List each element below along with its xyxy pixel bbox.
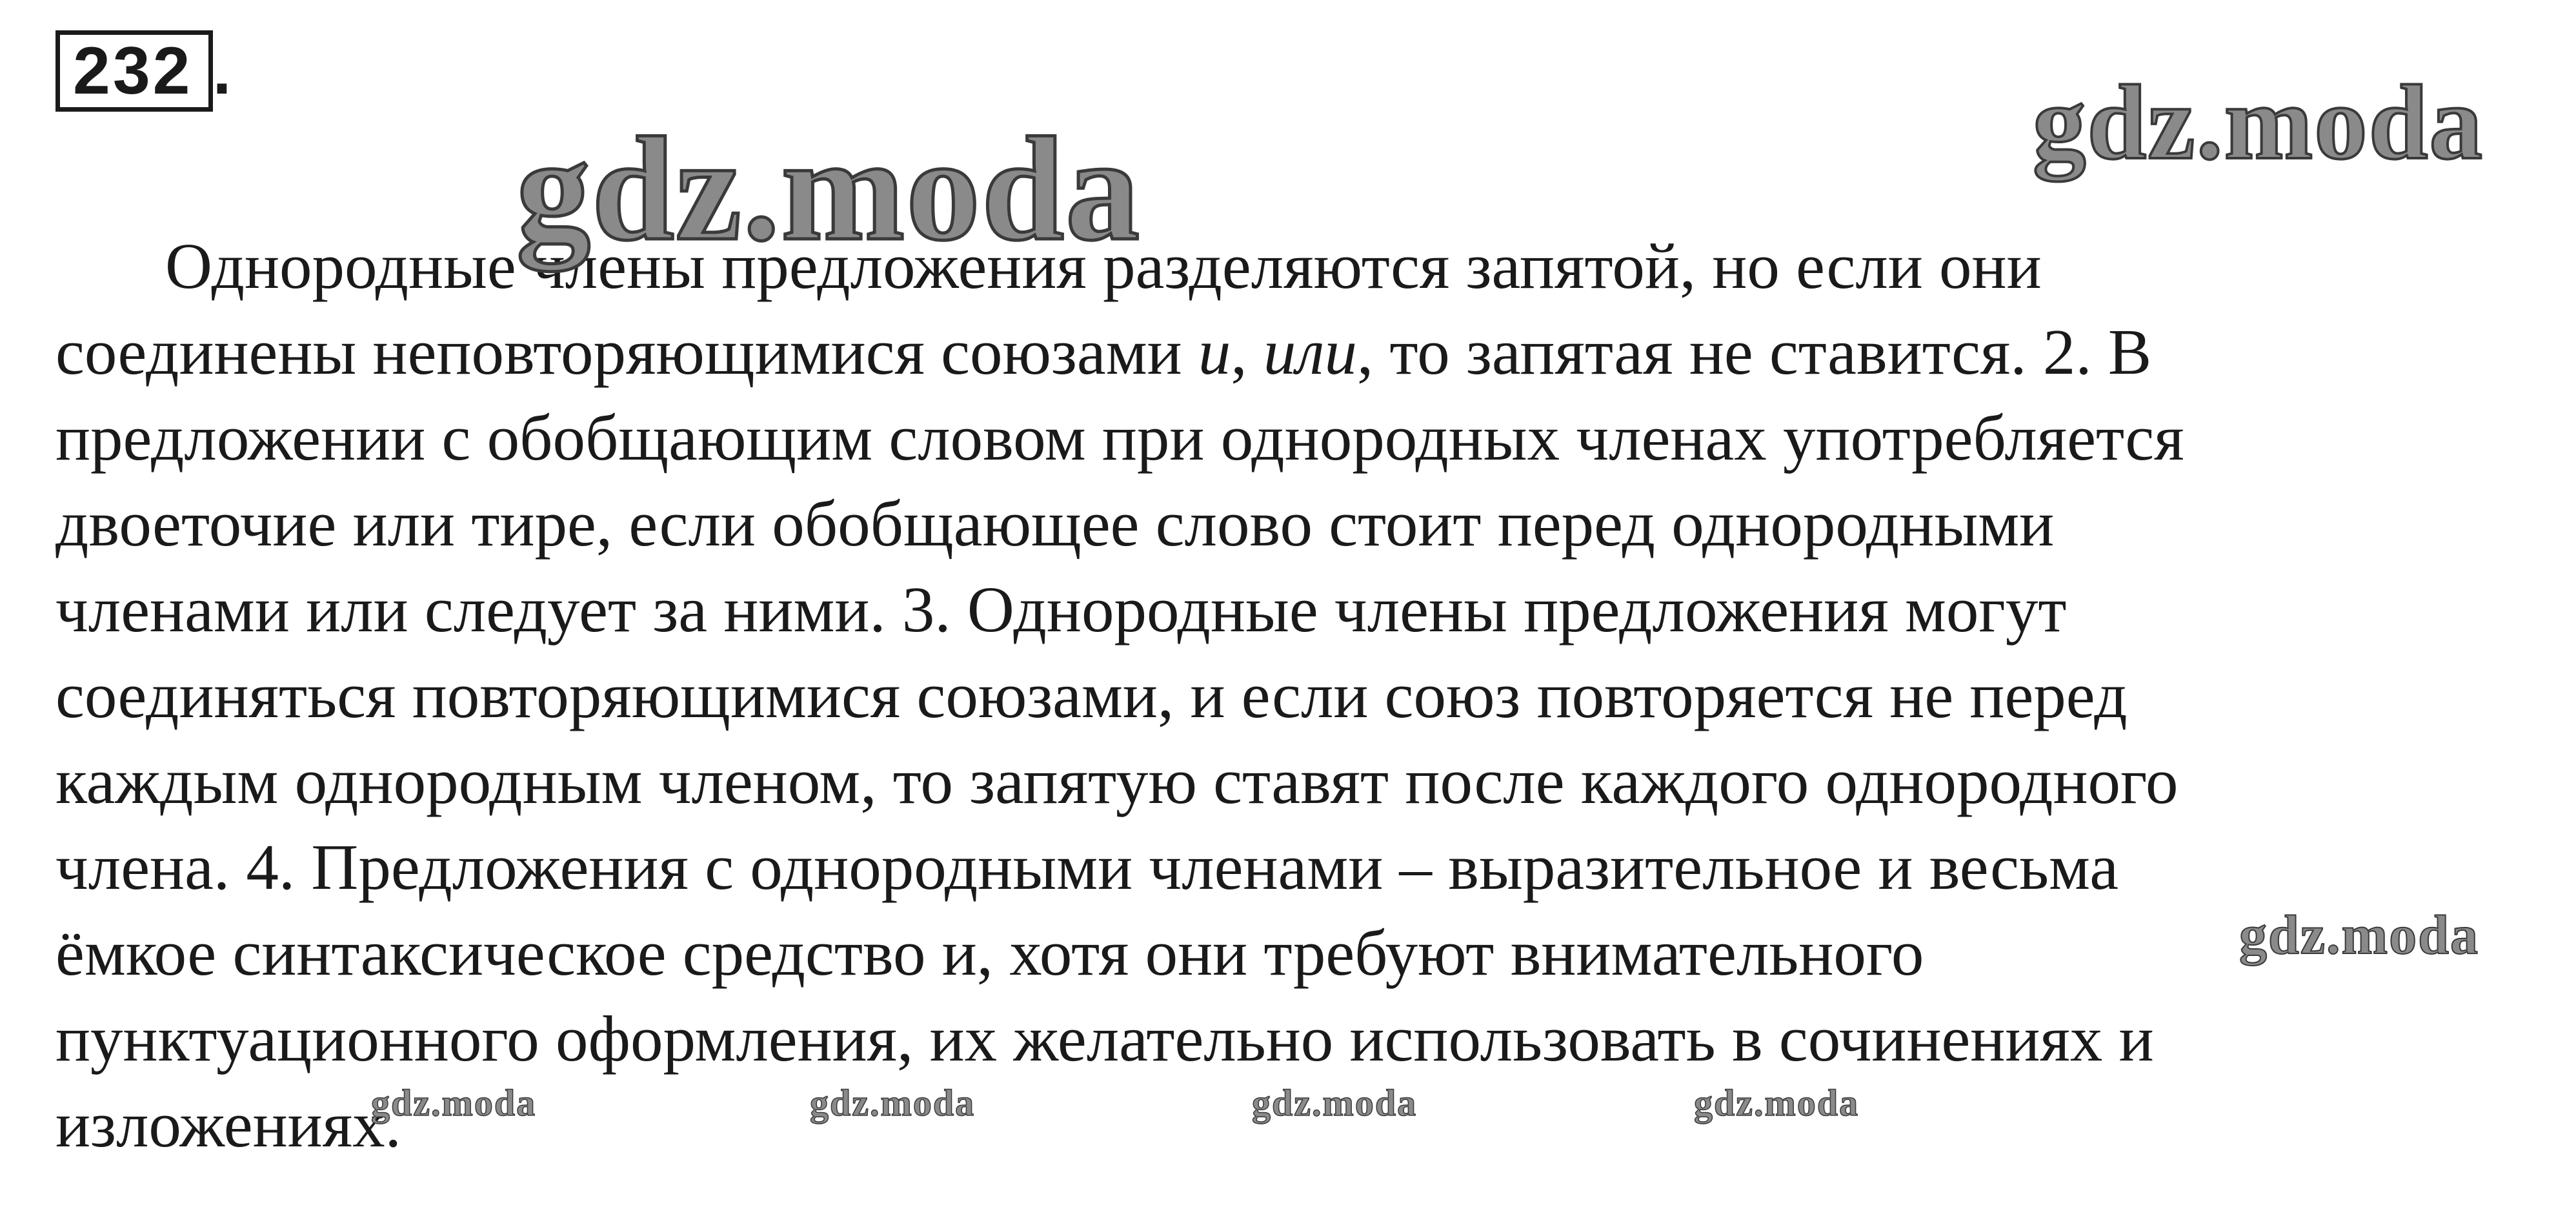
watermark-large: gdz.moda — [516, 107, 1142, 271]
italic-conjunction: или — [1263, 316, 1357, 388]
text-line: изложениях. — [55, 1088, 401, 1161]
text-line: пунктуационного оформления, их желательно использовать в сочинениях и — [55, 1002, 2154, 1075]
text-fragment: соединены неповторяющимися союзами — [55, 316, 1198, 388]
watermark-top-right: gdz.moda — [2033, 63, 2484, 181]
text-line: членами или следует за ними. 3. Однородные члены предложения могут — [55, 573, 2067, 645]
text-line: каждым однородным членом, то запятую ставят после каждого однородного — [55, 745, 2179, 817]
watermark-small: gdz.moda — [1252, 1082, 1418, 1124]
watermark-small: gdz.moda — [810, 1082, 976, 1124]
italic-conjunction: и — [1198, 316, 1231, 388]
text-line: предложении с обобщающим словом при однородных членах употребляется — [55, 401, 2184, 474]
text-fragment: , то запятая не ставится. 2. В — [1356, 316, 2152, 388]
watermark-right: gdz.moda — [2239, 904, 2479, 966]
text-line: члена. 4. Предложения с однородными членами – выразительное и весьма — [55, 831, 2119, 903]
text-line: ёмкое синтаксическое средство и, хотя они требуют внимательного — [55, 917, 1924, 989]
exercise-number-value: 232 — [73, 34, 193, 108]
text-line: двоеточие или тире, если обобщающее слово стоит перед однородными — [55, 487, 2055, 560]
exercise-number-box — [55, 30, 213, 112]
exercise-number-dot: . — [212, 33, 234, 108]
watermark-small: gdz.moda — [1694, 1082, 1860, 1124]
text-fragment: , — [1231, 316, 1263, 388]
exercise-number — [55, 31, 234, 111]
answer-text — [55, 223, 2546, 1168]
text-line — [55, 309, 2546, 395]
text-line: соединяться повторяющимися союзами, и если союз повторяется не перед — [55, 659, 2128, 731]
text-line: Однородные члены предложения разделяются запятой, но если они — [165, 230, 2042, 302]
watermark-small: gdz.moda — [371, 1082, 537, 1124]
